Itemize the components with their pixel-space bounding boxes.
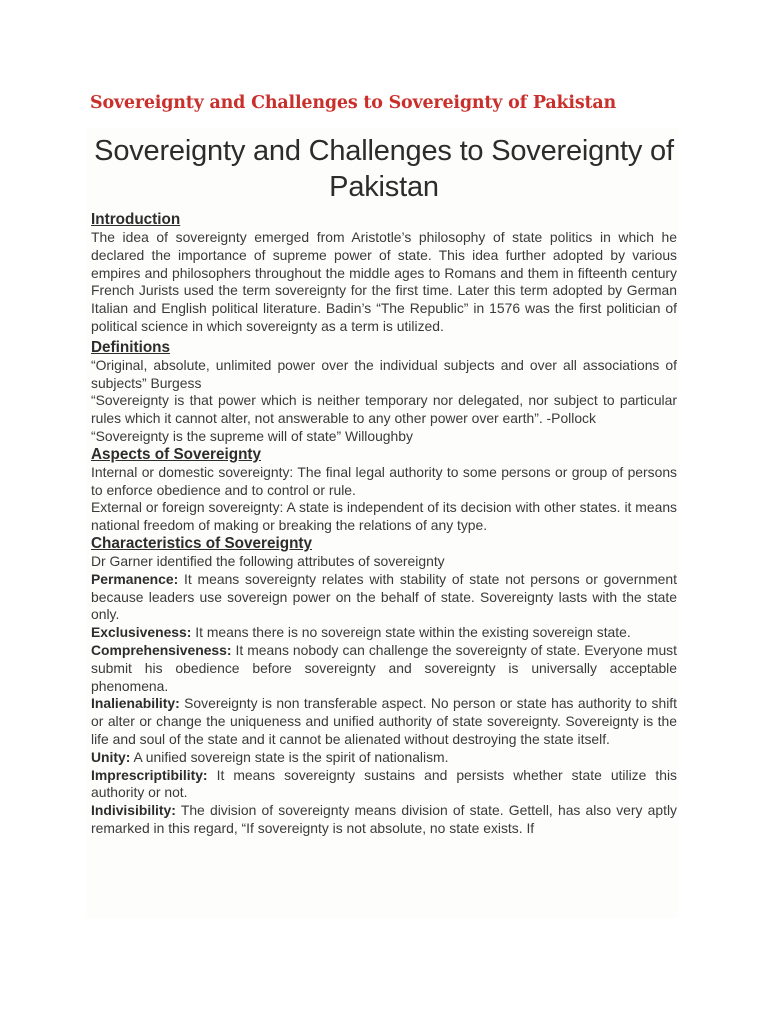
introduction-paragraph: The idea of sovereignty emerged from Aristotle’s philosophy of state politics in which he declared the importance of supreme power of state. This idea further adopted by various empires and philosophers throughout the middle ages to Romans and them in fifteenth century French Jurists used the term sovereignty for the first time. Later this term adopted by German Italian and English political literature. Badin’s “The Republic” in 1576 was the first politician of political science in which sovereignty as a term is utilized.: [91, 229, 677, 334]
characteristic-text: It means sovereignty sustains and persists whether state utilize this authority or not.: [91, 766, 677, 801]
characteristics-intro: Dr Garner identified the following attributes of sovereignty: [91, 552, 445, 569]
heading-definitions: Definitions: [91, 338, 171, 356]
characteristic-text: The division of sovereignty means division of state. Gettell, has also very aptly remarked in this regard, “If sovereignty is not absolute, no state exists. If: [91, 802, 677, 836]
document-body: [91, 133, 677, 838]
aspect-item: External or foreign sovereignty: A state is independent of its decision with other states. it means national freedom of making or breaking the relations of any type.: [91, 499, 677, 534]
characteristic-term: Indivisibility:: [91, 802, 176, 819]
document-preview: [87, 128, 679, 918]
characteristic-item: [91, 749, 677, 767]
document-title: Sovereignty and Challenges to Sovereignty of Pakistan: [94, 135, 674, 203]
characteristic-item: [91, 624, 677, 642]
characteristic-item: [91, 642, 677, 695]
characteristic-text: It means there is no sovereign state within the existing sovereign state.: [191, 624, 631, 641]
characteristic-term: Inalienability:: [91, 695, 180, 712]
characteristic-item: [91, 695, 677, 748]
characteristic-text: It means sovereignty relates with stability of state not persons or government because leaders use sovereign power on the behalf of state. Sovereignty lasts with the state only.: [91, 570, 677, 623]
characteristic-item: [91, 767, 677, 803]
heading-characteristics: Characteristics of Sovereignty: [91, 534, 313, 552]
definition-item: “Sovereignty is that power which is neither temporary nor delegated, nor subject to particular rules which it cannot alter, not answerable to any other power over earth”. -Pollock: [91, 392, 677, 427]
characteristic-term: Comprehensiveness:: [91, 641, 232, 658]
characteristic-term: Unity:: [91, 748, 131, 765]
aspect-item: Internal or domestic sovereignty: The final legal authority to some persons or group of persons to enforce obedience and to control or rule.: [91, 463, 677, 498]
characteristic-text: Sovereignty is non transferable aspect. No person or state has authority to shift or alter or change the uniqueness and unified authority of state sovereignty. Sovereignty is the life and soul of the state and it cannot be alienated without destroying the state itself.: [91, 695, 677, 747]
heading-introduction: Introduction: [91, 211, 181, 228]
definition-item: “Original, absolute, unlimited power over the individual subjects and over all associations of subjects” Burgess: [91, 356, 677, 391]
characteristic-text: It means nobody can challenge the sovereignty of state. Everyone must submit his obedience before sovereignty and sovereignty is universally acceptable phenomena.: [91, 641, 677, 694]
characteristic-term: Exclusiveness:: [91, 624, 192, 641]
page-title: Sovereignty and Challenges to Sovereignty of Pakistan: [90, 93, 617, 113]
characteristic-term: Imprescriptibility:: [91, 766, 208, 783]
characteristic-item: [91, 571, 677, 624]
characteristic-text: A unified sovereign state is the spirit of nationalism.: [130, 748, 449, 765]
characteristic-item: [91, 802, 677, 838]
heading-aspects: Aspects of Sovereignty: [91, 445, 262, 463]
definition-item: “Sovereignty is the supreme will of state” Willoughby: [91, 427, 413, 444]
characteristic-term: Permanence:: [91, 570, 179, 587]
